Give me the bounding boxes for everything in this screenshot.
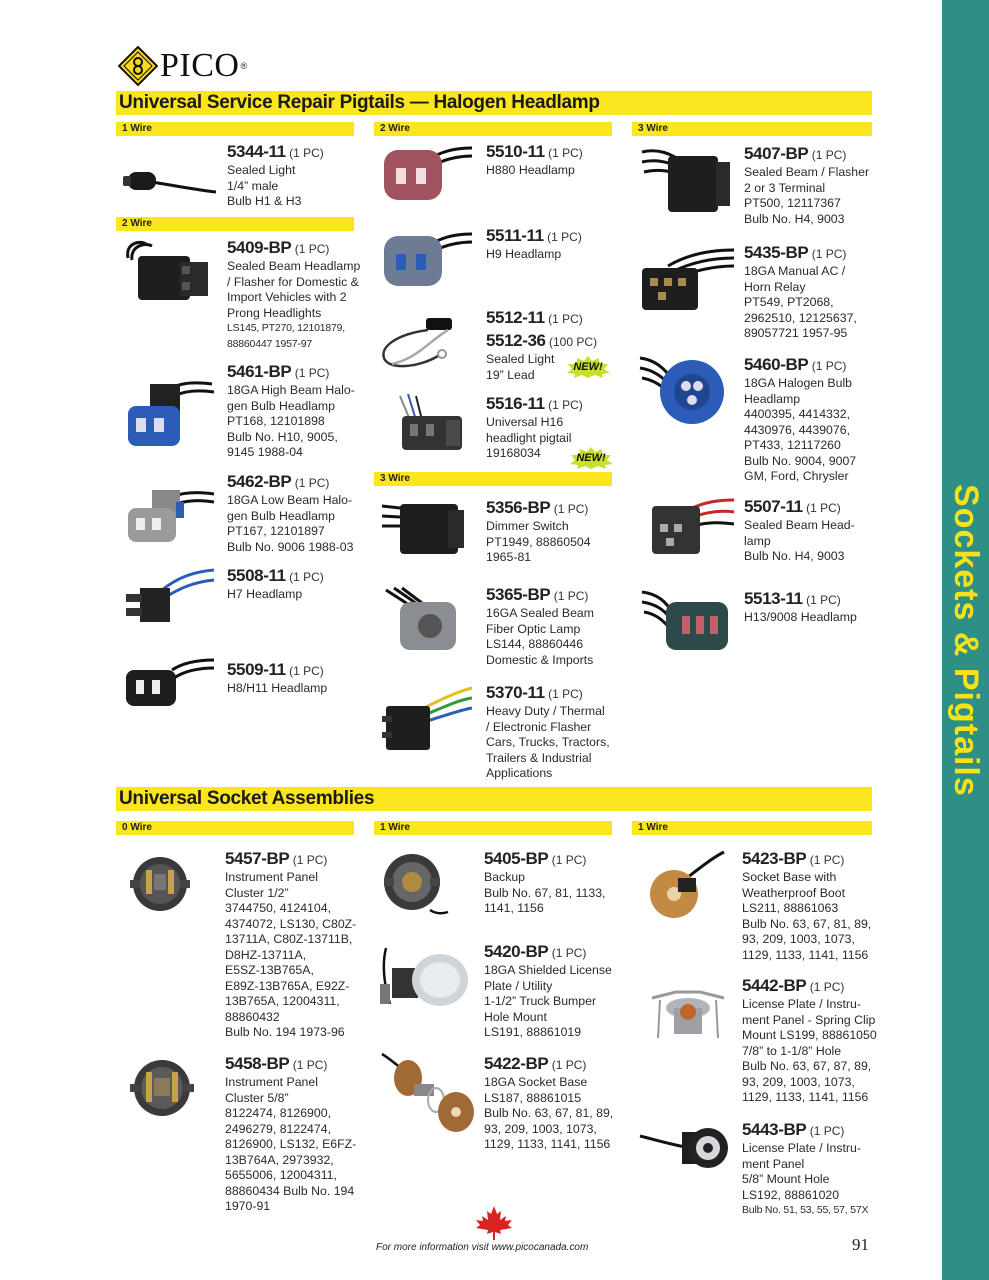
brand-reg: ® xyxy=(240,61,248,71)
pigtail-5460-bp-image xyxy=(636,350,736,430)
product-5457-bp: 5457-BP (1 PC) Instrument Panel Cluster 1/2” 3744750, 4124104, 4374072, LS130, C80Z- 13711A, C80Z-13711B, D8HZ-13711A, E5SZ-13B765A, E89Z-13B765A, E92Z- 13B765A, 12004311, 88860432 Bulb No. 194 1973-96 xyxy=(225,849,357,1039)
maple-leaf-icon xyxy=(474,1206,514,1245)
product-5507-11: 5507-11 (1 PC) Sealed Beam Head- lamp Bulb No. H4, 9003 xyxy=(744,497,855,563)
socket-5442-bp-image xyxy=(648,978,728,1048)
product-5423-bp: 5423-BP (1 PC) Socket Base with Weatherproof Boot LS211, 88861063 Bulb No. 63, 67, 81, 89, 93, 209, 1003, 1073, 1129, 1133, 1141, 1156 xyxy=(742,849,872,962)
product-5509-11: 5509-11 (1 PC) H8/H11 Headlamp xyxy=(227,660,328,695)
product-5442-bp: 5442-BP (1 PC) License Plate / Instru- ment Panel - Spring Clip Mount LS199, 88861050 7/8” to 1-1/8” Hole Bulb No. 63, 67, 87, 89, 93, 209, 1003, 1073, 1129, 1133, 1141, 1156 xyxy=(742,976,877,1104)
col-header-1-wire-b: 1 Wire xyxy=(374,821,612,835)
col-header-0-wire: 0 Wire xyxy=(116,821,354,835)
pigtail-5462-bp-image xyxy=(122,488,217,548)
product-5462-bp: 5462-BP (1 PC) 18GA Low Beam Halo- gen Bulb Headlamp PT167, 12101897 Bulb No. 9006 1988-03 xyxy=(227,472,354,554)
col-header-2-wire-b: 2 Wire xyxy=(116,217,354,231)
footer-note: For more information visit www.picocanada.com xyxy=(376,1242,589,1253)
product-5420-bp: 5420-BP (1 PC) 18GA Shielded License Plate / Utility 1-1/2” Truck Bumper Hole Mount LS191, 88861019 xyxy=(484,942,612,1039)
col-header-2-wire: 2 Wire xyxy=(374,122,612,136)
product-5405-bp: 5405-BP (1 PC) Backup Bulb No. 67, 81, 1133, 1141, 1156 xyxy=(484,849,606,915)
pigtail-5409-bp-image xyxy=(120,238,215,308)
product-5510-11: 5510-11 (1 PC) H880 Headlamp xyxy=(486,142,583,177)
pico-diamond-icon xyxy=(118,46,158,86)
pigtail-5510-11-image xyxy=(380,142,475,207)
pigtail-5461-bp-image xyxy=(122,378,217,453)
col-header-1-wire: 1 Wire xyxy=(116,122,354,136)
product-5461-bp: 5461-BP (1 PC) 18GA High Beam Halo- gen Bulb Headlamp PT168, 12101898 Bulb No. H10, 9005, 9145 1988-04 xyxy=(227,362,355,459)
col-header-1-wire-c: 1 Wire xyxy=(632,821,872,835)
product-5422-bp: 5422-BP (1 PC) 18GA Socket Base LS187, 88861015 Bulb No. 63, 67, 81, 89, 93, 209, 1003, 1073, 1129, 1133, 1141, 1156 xyxy=(484,1054,614,1151)
product-5511-11: 5511-11 (1 PC) H9 Headlamp xyxy=(486,226,582,261)
product-5513-11: 5513-11 (1 PC) H13/9008 Headlamp xyxy=(744,589,857,624)
pigtail-5512-image xyxy=(378,312,478,374)
product-5508-11: 5508-11 (1 PC) H7 Headlamp xyxy=(227,566,324,601)
product-5443-bp: 5443-BP (1 PC) License Plate / Instru- ment Panel 5/8” Mount Hole LS192, 88861020 Bulb No. 51, 53, 55, 57, 57X xyxy=(742,1120,869,1216)
socket-5457-bp-image xyxy=(126,852,196,914)
pigtail-5513-11-image xyxy=(638,584,738,656)
pigtail-5511-11-image xyxy=(380,228,475,293)
socket-5422-bp-image xyxy=(378,1050,478,1135)
new-badge-5512-36: NEW! xyxy=(566,356,610,378)
product-5512-11: 5512-11 (1 PC) xyxy=(486,308,583,327)
pigtail-5407-bp-image xyxy=(638,142,738,217)
socket-5420-bp-image xyxy=(376,944,476,1019)
product-5370-11: 5370-11 (1 PC) Heavy Duty / Thermal / Electronic Flasher Cars, Trucks, Tractors, Trailers & Industrial Applications xyxy=(486,683,610,780)
socket-5423-bp-image xyxy=(644,850,734,930)
pigtail-5370-11-image xyxy=(380,686,475,756)
socket-5405-bp-image xyxy=(380,850,450,916)
pigtail-5356-bp-image xyxy=(378,496,473,558)
product-5365-bp: 5365-BP (1 PC) 16GA Sealed Beam Fiber Optic Lamp LS144, 88860446 Domestic & Imports xyxy=(486,585,595,667)
side-tab xyxy=(942,0,989,1280)
pigtail-5507-11-image xyxy=(648,494,738,559)
product-5407-bp: 5407-BP (1 PC) Sealed Beam / Flasher 2 or 3 Terminal PT500, 12117367 Bulb No. H4, 9003 xyxy=(744,144,870,226)
product-5344-11: 5344-11 (1 PC) Sealed Light 1/4” male Bulb H1 & H3 xyxy=(227,142,324,208)
section-title-pigtails: Universal Service Repair Pigtails — Halogen Headlamp xyxy=(116,91,872,115)
col-header-3-wire-b: 3 Wire xyxy=(374,472,612,486)
pigtail-5365-bp-image xyxy=(380,584,470,654)
socket-5443-bp-image xyxy=(636,1114,736,1186)
product-5516-11: 5516-11 (1 PC) Universal H16 headlight pigtail 19168034 xyxy=(486,394,583,460)
side-tab-label: Sockets & Pigtails xyxy=(947,483,985,797)
pigtail-5516-11-image xyxy=(380,390,475,455)
product-5409-bp: 5409-BP (1 PC) Sealed Beam Headlamp / Flasher for Domestic & Import Vehicles with 2 Prong Headlights LS145, PT270, 12101879, 88860447 1957-97 xyxy=(227,238,361,350)
product-5512-36: 5512-36 (100 PC) Sealed Light 19” Lead xyxy=(486,331,598,382)
brand-name: PICO xyxy=(160,47,240,84)
pigtail-5344-11-image xyxy=(122,160,217,200)
col-header-3-wire: 3 Wire xyxy=(632,122,872,136)
new-badge-5516-11: NEW! xyxy=(569,447,613,469)
pigtail-5509-11-image xyxy=(122,656,217,711)
pigtail-5435-bp-image xyxy=(638,246,738,316)
product-5356-bp: 5356-BP (1 PC) Dimmer Switch PT1949, 88860504 1965-81 xyxy=(486,498,591,564)
pigtail-5508-11-image xyxy=(122,568,217,628)
page-number: 91 xyxy=(852,1235,869,1254)
product-5435-bp: 5435-BP (1 PC) 18GA Manual AC / Horn Relay PT549, PT2068, 2962510, 12125637, 89057721 1957-95 xyxy=(744,243,857,340)
pico-logo xyxy=(118,44,247,88)
product-5458-bp: 5458-BP (1 PC) Instrument Panel Cluster 5/8” 8122474, 8126900, 2496279, 8122474, 8126900, LS132, E6FZ- 13B764A, 2973932, 5655006, 12004311, 88860434 Bulb No. 194 1970-91 xyxy=(225,1054,357,1213)
socket-5458-bp-image xyxy=(128,1054,198,1119)
product-5460-bp: 5460-BP (1 PC) 18GA Halogen Bulb Headlamp 4400395, 4414332, 4430976, 4439076, PT433, 12117260 Bulb No. 9004, 9007 GM, Ford, Chrysler xyxy=(744,355,857,483)
section-title-sockets: Universal Socket Assemblies xyxy=(116,787,872,811)
